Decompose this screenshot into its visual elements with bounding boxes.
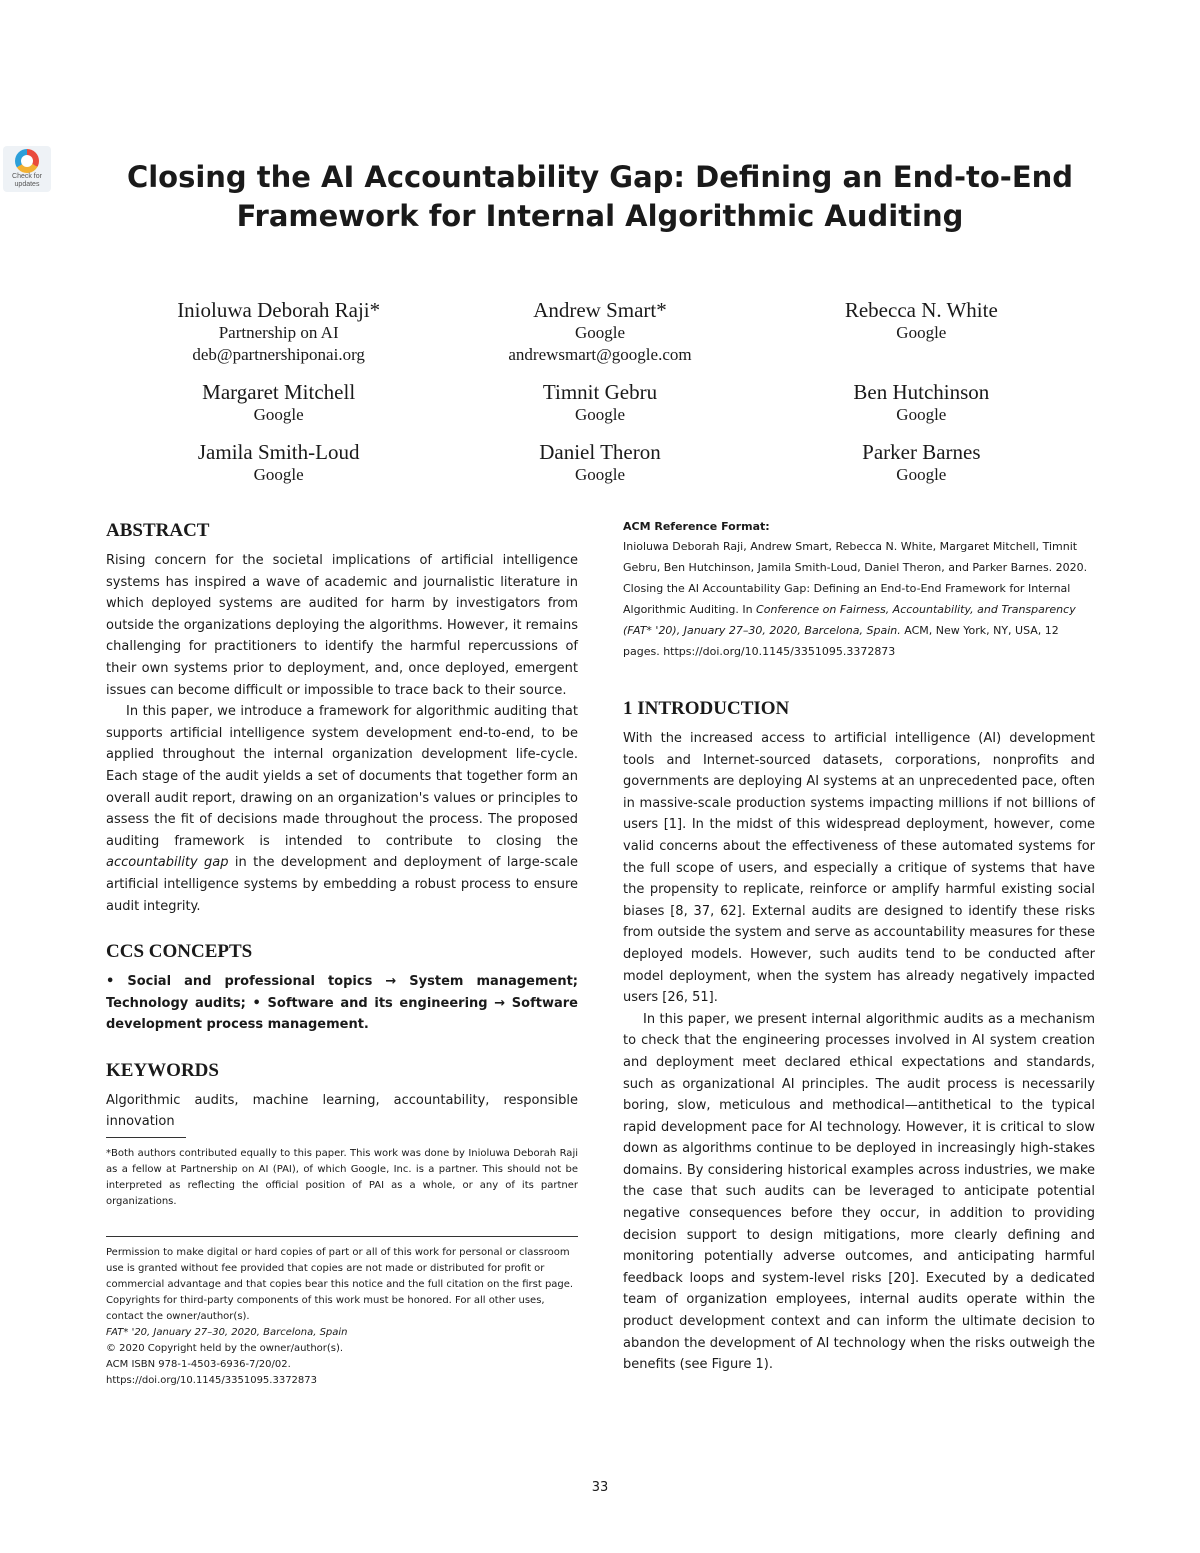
author-affiliation: Google	[574, 323, 626, 342]
venue-text: FAT* '20, January 27–30, 2020, Barcelona, Spain	[106, 1327, 348, 1339]
author-affiliation: Google	[574, 465, 626, 484]
abstract-emphasis: accountability gap	[106, 855, 229, 871]
ccs-concepts: • Social and professional topics → System management; Technology audits; • Software and its engineering → Software development process management.	[106, 974, 578, 1033]
author-name: Andrew Smart*	[533, 298, 667, 322]
author-name: Timnit Gebru	[542, 380, 658, 404]
author-card	[118, 440, 439, 486]
badge-label: Check for updates	[12, 173, 42, 188]
author-card	[118, 380, 439, 426]
permission-rule	[106, 1236, 578, 1237]
author-card	[439, 440, 760, 486]
footnote-rule	[106, 1137, 186, 1138]
acm-reference-text	[623, 536, 1095, 662]
abstract-text: in the development and deployment of large-scale artificial intelligence systems by embedding a robust process to ensure audit integrity.	[106, 855, 578, 914]
author-name: Parker Barnes	[862, 440, 981, 464]
author-name: Ben Hutchinson	[853, 380, 990, 404]
introduction-paragraph: With the increased access to artificial intelligence (AI) development tools and Internet-sourced datasets, corporations, nonprofits and governments are deploying AI systems at an unprecedented pace, often in massive-scale production systems impacting millions if not billions of users [1]. In the midst of this widespread deployment, however, come valid concerns about the effectiveness of these automated systems for the full scope of users, and especially a critique of systems that have the propensity to replicate, reinforce or amplify harmful existing social biases [8, 37, 62]. External audits are designed to identify these risks from outside the system and serve as accountability measures for these deployed models. However, such audits tend to be conducted after model deployment, when the system has already negatively impacted users [26, 51].	[623, 731, 1095, 1006]
isbn-line: ACM ISBN 978-1-4503-6936-7/20/02.	[106, 1359, 291, 1371]
author-card	[439, 298, 760, 366]
keywords-list: Algorithmic audits, machine learning, accountability, responsible innovation	[106, 1092, 578, 1130]
crossmark-icon	[15, 149, 39, 173]
author-affiliation: Google	[253, 465, 304, 484]
author-affiliation: Google	[253, 405, 304, 424]
introduction-paragraph: In this paper, we present internal algorithmic audits as a mechanism to check that the engineering processes involved in AI system creation and deployment meet declared ethical expectations and standards, such as organizational AI principles. The audit process is necessarily boring, slow, meticulous and methodical—antithetical to the typical rapid development pace for AI technology. However, it is critical to slow down as algorithms continue to be deployed in increasingly high-stakes domains. By considering historical examples across industries, we make the case that such audits can be leveraged to anticipate potential negative consequences before they occur, in addition to providing decision support to design mitigations, more clearly defining and monitoring potentially adverse outcomes, and anticipating harmful feedback loops and system-level risks [20]. Executed by a dedicated team of organization employees, internal audits operate within the product development context and can inform the ultimate decision to abandon the development of AI technology when the risks outweigh the benefits (see Figure 1).	[623, 1011, 1095, 1373]
author-card	[761, 298, 1082, 366]
author-email: andrewsmart@google.com	[508, 345, 692, 364]
author-affiliation: Google	[896, 323, 947, 342]
author-card	[761, 380, 1082, 426]
author-card	[439, 380, 760, 426]
paper-title: Closing the AI Accountability Gap: Defining an End-to-End Framework for Internal Algorithmic Auditing	[126, 160, 1074, 233]
abstract-paragraph: Rising concern for the societal implications of artificial intelligence systems has inspired a wave of academic and journalistic literature in which deployed systems are audited for harm by investigators from outside the organizations deploying the algorithms. However, it remains challenging for practitioners to identify the harmful repercussions of their own systems prior to deployment, and, once deployed, emergent issues can become difficult or impossible to trace back to their source.	[106, 553, 578, 698]
doi-link[interactable]: https://doi.org/10.1145/3351095.3372873	[106, 1375, 318, 1387]
acm-reference-venue: Conference on Fairness, Accountability, and Transparency (FAT* '20), January 27–30, 2020, Barcelona, Spain.	[623, 603, 1076, 637]
keywords-heading: KEYWORDS	[106, 1059, 219, 1081]
author-name: Inioluwa Deborah Raji*	[177, 298, 381, 322]
abstract-paragraph	[106, 701, 578, 917]
footnote: *Both authors contributed equally to this paper. This work was done by Inioluwa Deborah Raji as a fellow at Partnership on AI (PAI), of which Google, Inc. is a partner. This should not be interpreted as reflecting the official position of PAI as a whole, or any of its partner organizations.	[106, 1148, 578, 1208]
acm-reference-part: Inioluwa Deborah Raji, Andrew Smart, Rebecca N. White, Margaret Mitchell, Timnit Gebru, Ben Hutchinson, Jamila Smith-Loud, Daniel Theron, and Parker Barnes. 2020. Closing the AI Accountability Gap: Defining an End-to-End Framework for Internal Algorithmic Auditing. In	[623, 540, 1088, 616]
author-name: Jamila Smith-Loud	[197, 440, 360, 464]
venue-line	[106, 1325, 578, 1341]
author-affiliation: Google	[574, 405, 626, 424]
author-email: deb@partnershiponai.org	[192, 345, 365, 364]
abstract-text: In this paper, we introduce a framework for algorithmic auditing that supports artificial intelligence system development end-to-end, to be applied throughout the internal organization development life-cycle. Each stage of the audit yields a set of documents that together form an overall audit report, drawing on an organization's values or principles to assess the fit of decisions made throughout the process. The proposed auditing framework is intended to contribute to closing the	[106, 704, 578, 849]
introduction-heading: 1 INTRODUCTION	[623, 698, 790, 719]
author-affiliation: Google	[896, 405, 947, 424]
author-affiliation: Partnership on AI	[218, 323, 339, 342]
acm-reference-heading: ACM Reference Format:	[623, 520, 770, 533]
author-name: Daniel Theron	[539, 440, 661, 464]
ccs-heading: CCS CONCEPTS	[106, 941, 253, 963]
author-card	[761, 440, 1082, 486]
abstract-heading: ABSTRACT	[106, 520, 210, 541]
left-column	[106, 518, 578, 1389]
permission-notice: Permission to make digital or hard copies of part or all of this work for personal or classroom use is granted without fee provided that copies are not made or distributed for profit or commercial advantage and that copies bear this notice and the full citation on the first page. Copyrights for third-party components of this work must be honored. For all other uses, contact the owner/author(s).	[106, 1247, 574, 1323]
author-name: Rebecca N. White	[844, 298, 998, 322]
author-card	[118, 298, 439, 366]
page-number: 33	[591, 1480, 609, 1495]
copyright-line: © 2020 Copyright held by the owner/author(s).	[106, 1343, 344, 1355]
right-column	[623, 518, 1095, 1376]
acm-reference-part: ACM, New York, NY, USA, 12 pages. https://doi.org/10.1145/3351095.3372873	[623, 624, 1059, 658]
author-name: Margaret Mitchell	[202, 380, 356, 404]
author-affiliation: Google	[896, 465, 947, 484]
check-for-updates-badge[interactable]	[3, 146, 51, 192]
author-block	[118, 298, 1082, 486]
